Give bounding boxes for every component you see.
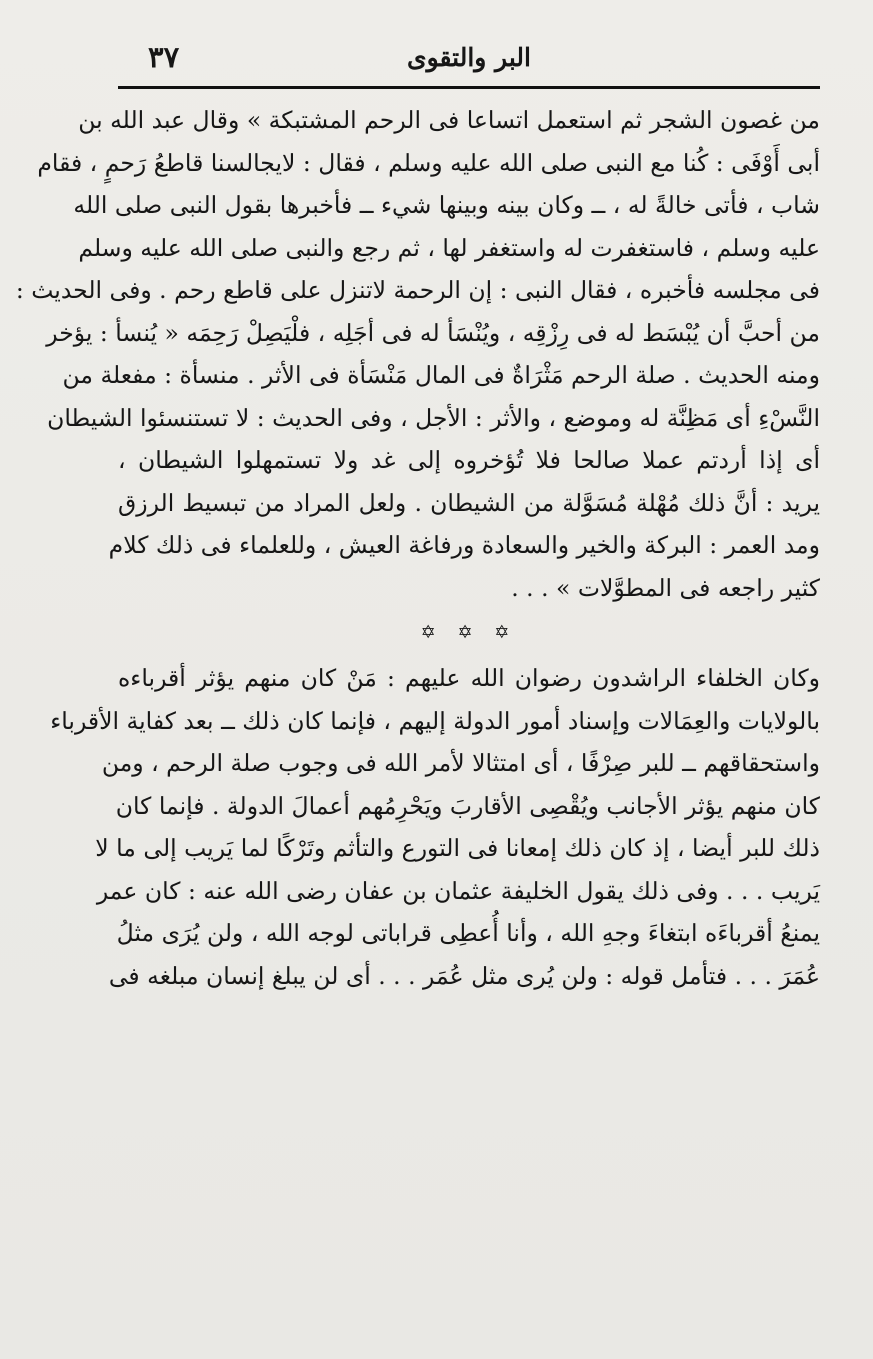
text-line: من غصون الشجر ثم استعمل اتساعا فى الرحم المشتبكة » وقال عبد الله بن (78, 106, 820, 134)
running-title: البر والتقوى (407, 43, 531, 72)
text-line: فى مجلسه فأخبره ، فقال النبى : إن الرحمة لاتنزل على قاطع رحم . وفى الحديث : (15, 276, 820, 304)
text-line: أى إذا أردتم عملا صالحا فلا تُؤخروه إلى غد ولا تستمهلوا الشيطان ، (118, 446, 820, 474)
page-header (118, 36, 820, 82)
text-line: كثير راجعه فى المطوَّلات » . . . (511, 573, 820, 602)
text-line: يَريب . . . وفى ذلك يقول الخليفة عثمان بن عفان رضى الله عنه : كان عمر (96, 876, 820, 905)
text-line: يريد : أنَّ ذلك مُهْلة مُسَوَّلة من الشيطان . ولعل المراد من تبسيط الرزق (118, 488, 820, 517)
text-line: كان منهم يؤثر الأجانب ويُقْصِى الأقاربَ ويَحْرِمُهم أعمالَ الدولة . فإنما كان (115, 791, 820, 820)
text-line: عُمَرَ . . . فتأمل قوله : ولن يُرى مثل عُمَر . . . أى لن يبلغ إنسان مبلغه فى (108, 961, 820, 990)
text-line: النَّسْءِ أى مَظِنَّة له وموضع ، والأثر : الأجل ، وفى الحديث : لا تستنسئوا الشيطان (47, 403, 820, 432)
text-line: أبى أَوْفَى : كُنا مع النبى صلى الله عليه وسلم ، فقال : لايجالسنا قاطعُ رَحمٍ ، فقام (37, 148, 820, 177)
text-line: وكان الخلفاء الراشدون رضوان الله عليهم : مَنْ كان منهم يؤثر أقرباءه (118, 664, 820, 692)
text-line: عليه وسلم ، فاستغفرت له واستغفر لها ، ثم رجع والنبى صلى الله عليه وسلم (78, 233, 820, 262)
text-line: ومد العمر : البركة والخير والسعادة ورفاغة العيش ، وللعلماء فى ذلك كلام (108, 531, 820, 559)
paragraph-1 (15, 99, 820, 609)
paragraph-2 (50, 657, 820, 997)
header-rule (118, 86, 820, 89)
page-body (15, 99, 820, 997)
text-line: ومنه الحديث . صلة الرحم مَثْرَاةٌ فى المال مَنْسَأة فى الأثر . منسأة : مفعلة من (62, 361, 820, 389)
text-line: يمنعُ أقرباءَه ابتغاءَ وجهِ الله ، وأنا أُعطِى قراباتى لوجه الله ، ولن يُرَى مثلُ (116, 919, 820, 947)
text-line: واستحقاقهم ــ للبر صِرْفًا ، أى امتثالا لأمر الله فى وجوب صلة الرحم ، ومن (101, 749, 820, 777)
text-line: ذلك للبر أيضا ، إذ كان ذلك إمعانا فى التورع والتأثم وتَرْكًا لما يَريب إلى ما لا (95, 834, 820, 862)
section-separator: ✡ ✡ ✡ (420, 622, 518, 643)
text-line: من أحبَّ أن يُبْسَط له فى رِزْقِه ، ويُنْسَأ له فى أجَلِه ، فلْيَصِلْ رَحِمَه « يُنسأ : يؤخر (46, 318, 820, 347)
page-number: ٣٧ (148, 40, 180, 74)
text-line: شاب ، فأتى خالةً له ، ــ وكان بينه وبينها شيء ــ فأخبرها بقول النبى صلى الله (73, 191, 820, 219)
text-line: بالولايات والعِمَالات وإسناد أمور الدولة إليهم ، فإنما كان ذلك ــ بعد كفاية الأقرباء (50, 706, 820, 735)
